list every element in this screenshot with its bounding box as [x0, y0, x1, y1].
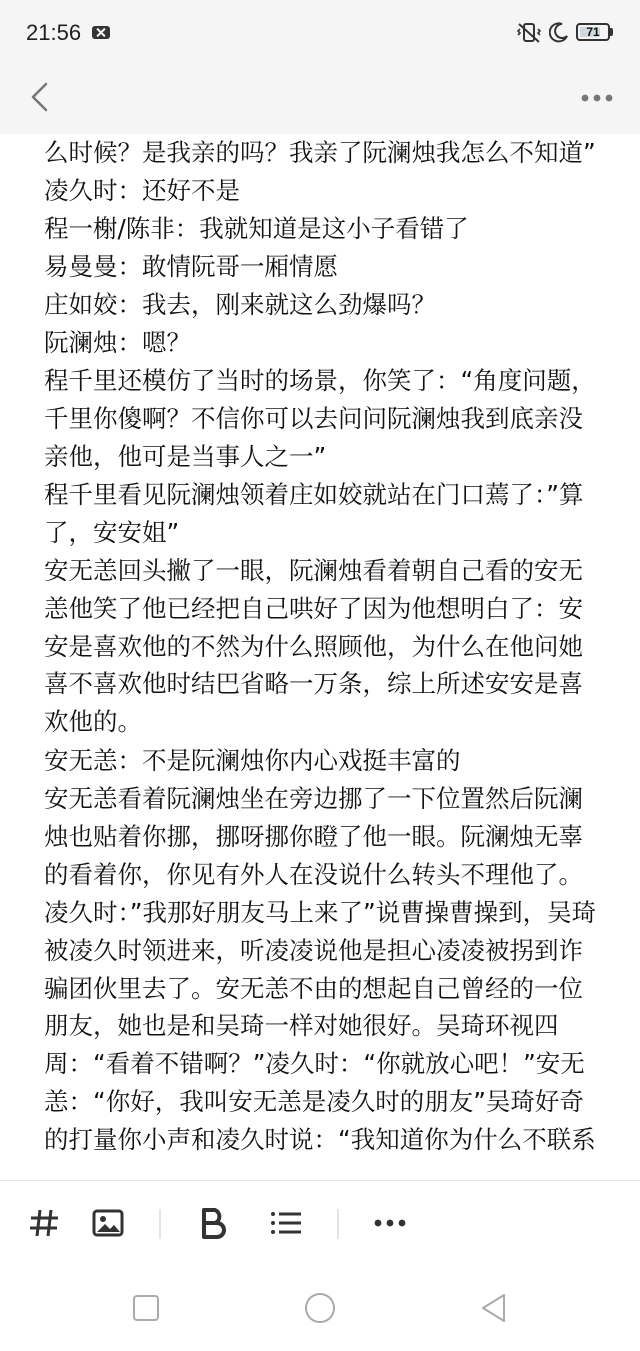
paragraph: 庄如姣：我去，刚来就这么劲爆吗？ [44, 290, 436, 319]
paragraph: 程千里看见阮澜烛领着庄如姣就站在门口蔫了：”算了，安安姐” [44, 480, 584, 547]
paragraph: 程一榭/陈非：我就知道是这小子看错了 [44, 214, 469, 243]
status-bar [0, 0, 640, 64]
paragraph: 易曼曼：敢情阮哥一厢情愿 [44, 252, 338, 281]
back-button[interactable] [20, 72, 64, 122]
paragraph: 程千里还模仿了当时的场景，你笑了：“角度问题，千里你傻啊？不信你可以去问问阮澜烛我到底亲没亲他，他可是当事人之一” [44, 366, 596, 471]
bold-icon [196, 1206, 230, 1240]
toolbar-divider [159, 1209, 161, 1239]
vibrate-icon [517, 22, 541, 44]
paragraph: 凌久时：还好不是 [44, 176, 240, 205]
system-nav-bar [0, 1266, 640, 1351]
recent-apps-button[interactable] [128, 1290, 164, 1326]
paragraph: 安无恙回头撇了一眼，阮澜烛看着朝自己看的安无恙他笑了他已经把自己哄好了因为他想明白了：安安是喜欢他的不然为什么照顾他，为什么在他问她喜不喜欢他时结巴省略一万条，综上所述安安是喜欢他的。 [44, 556, 583, 737]
more-button[interactable] [574, 80, 622, 116]
home-button[interactable] [302, 1290, 338, 1326]
moon-icon [549, 21, 569, 43]
more-horizontal-icon [370, 1206, 410, 1240]
chevron-left-icon [20, 72, 64, 122]
paragraph: 凌久时：”我那好朋友马上来了”说曹操曹操到，吴琦被凌久时领进来，听凌凌说他是担心凌凌被拐到诈骗团伙里去了。安无恙不由的想起自己曾经的一位朋友，她也是和吴琦一样对她很好。吴琦环视四周：“看着不错啊？”凌久时：“你就放心吧！”安无恙：“你好，我叫安无恙是凌久时的朋友”吴琦好奇的打量你小声和凌久时说：“我知道你为什么不联系 [44, 898, 597, 1154]
paragraph: 阮澜烛：嗯？ [44, 328, 191, 357]
toolbar-divider [337, 1209, 339, 1239]
paragraph: 安无恙看着阮澜烛坐在旁边挪了一下位置然后阮澜烛也贴着你挪，挪呀挪你瞪了他一眼。阮澜烛无辜的看着你，你见有外人在没说什么转头不理他了。 [44, 784, 583, 889]
notification-icon [92, 26, 110, 39]
image-button[interactable] [86, 1201, 130, 1245]
back-triangle-icon [476, 1290, 512, 1326]
more-tools-button[interactable] [368, 1201, 412, 1245]
bold-button[interactable] [191, 1201, 235, 1245]
recent-apps-icon [128, 1290, 164, 1326]
top-nav [0, 64, 640, 134]
battery-level: 71 [586, 25, 600, 39]
editor-toolbar [0, 1180, 640, 1267]
paragraph: 么时候？是我亲的吗？我亲了阮澜烛我怎么不知道” [44, 138, 596, 167]
hashtag-icon [27, 1206, 61, 1240]
battery-icon [576, 23, 610, 41]
list-button[interactable] [264, 1201, 308, 1245]
image-icon [91, 1206, 125, 1240]
home-icon [302, 1290, 338, 1326]
list-icon [268, 1206, 304, 1240]
more-horizontal-icon [574, 80, 622, 116]
system-back-button[interactable] [476, 1290, 512, 1326]
paragraph: 安无恙：不是阮澜烛你内心戏挺丰富的 [44, 746, 461, 775]
status-time: 21:56 [26, 20, 82, 45]
battery-tip [610, 28, 613, 36]
article-content[interactable] [0, 134, 640, 1180]
hashtag-button[interactable] [22, 1201, 66, 1245]
